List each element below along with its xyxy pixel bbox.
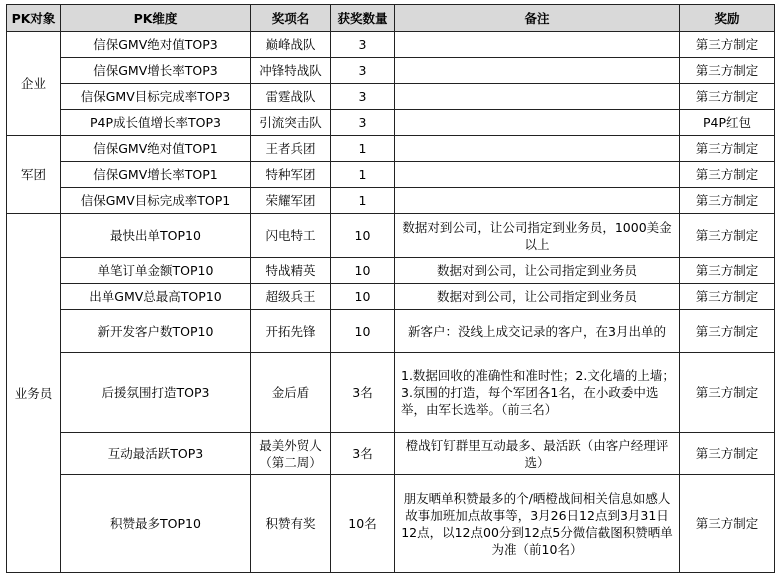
cell-reward: 第三方制定 <box>680 32 775 58</box>
cell-count: 3 <box>331 32 395 58</box>
table-row <box>7 433 775 475</box>
award-table-container <box>6 4 775 573</box>
cell-award: 王者兵团 <box>251 136 331 162</box>
cell-count: 3名 <box>331 353 395 433</box>
header-reward: 奖励 <box>680 5 775 32</box>
cell-dimension: 最快出单TOP10 <box>61 214 251 258</box>
cell-reward: P4P红包 <box>680 110 775 136</box>
cell-reward: 第三方制定 <box>680 162 775 188</box>
cell-count: 10 <box>331 284 395 310</box>
cell-award: 雷霆战队 <box>251 84 331 110</box>
cell-dimension: 积赞最多TOP10 <box>61 475 251 573</box>
cell-dimension: 信保GMV绝对值TOP1 <box>61 136 251 162</box>
cell-reward: 第三方制定 <box>680 284 775 310</box>
header-award-count: 获奖数量 <box>331 5 395 32</box>
cell-reward: 第三方制定 <box>680 84 775 110</box>
cell-count: 3 <box>331 84 395 110</box>
cell-dimension: 新开发客户数TOP10 <box>61 310 251 353</box>
cell-note <box>395 58 680 84</box>
cell-reward: 第三方制定 <box>680 310 775 353</box>
table-row <box>7 162 775 188</box>
cell-reward: 第三方制定 <box>680 136 775 162</box>
cell-dimension: 信保GMV目标完成率TOP3 <box>61 84 251 110</box>
cell-award: 引流突击队 <box>251 110 331 136</box>
header-pk-object: PK对象 <box>7 5 61 32</box>
cell-note <box>395 110 680 136</box>
cell-award: 特种军团 <box>251 162 331 188</box>
cell-dimension: 互动最活跃TOP3 <box>61 433 251 475</box>
group-object-salesperson: 业务员 <box>7 214 61 573</box>
cell-award: 开拓先锋 <box>251 310 331 353</box>
cell-award: 闪电特工 <box>251 214 331 258</box>
cell-dimension: 信保GMV目标完成率TOP1 <box>61 188 251 214</box>
cell-reward: 第三方制定 <box>680 475 775 573</box>
cell-dimension: 后援氛围打造TOP3 <box>61 353 251 433</box>
pk-award-table <box>6 4 775 573</box>
cell-note: 1.数据回收的准确性和准时性；2.文化墙的上墙；3.氛围的打造，每个军团各1名，在小政委中选举，由军长选举。（前三名） <box>395 353 680 433</box>
cell-note <box>395 84 680 110</box>
table-row <box>7 32 775 58</box>
group-object-enterprise: 企业 <box>7 32 61 136</box>
cell-award: 金后盾 <box>251 353 331 433</box>
table-row <box>7 475 775 573</box>
cell-dimension: 信保GMV绝对值TOP3 <box>61 32 251 58</box>
table-row <box>7 136 775 162</box>
cell-award: 荣耀军团 <box>251 188 331 214</box>
cell-count: 1 <box>331 188 395 214</box>
table-row <box>7 110 775 136</box>
cell-note <box>395 32 680 58</box>
group-object-legion: 军团 <box>7 136 61 214</box>
cell-dimension: 出单GMV总最高TOP10 <box>61 284 251 310</box>
cell-note: 数据对到公司，让公司指定到业务员 <box>395 258 680 284</box>
cell-reward: 第三方制定 <box>680 58 775 84</box>
cell-note: 新客户：没线上成交记录的客户，在3月出单的 <box>395 310 680 353</box>
table-row <box>7 58 775 84</box>
cell-count: 10 <box>331 310 395 353</box>
cell-count: 10名 <box>331 475 395 573</box>
cell-award: 冲锋特战队 <box>251 58 331 84</box>
cell-note: 橙战钉钉群里互动最多、最活跃（由客户经理评选） <box>395 433 680 475</box>
cell-note <box>395 188 680 214</box>
cell-dimension: 信保GMV增长率TOP3 <box>61 58 251 84</box>
table-row <box>7 84 775 110</box>
cell-award: 积赞有奖 <box>251 475 331 573</box>
table-row <box>7 310 775 353</box>
header-award-name: 奖项名 <box>251 5 331 32</box>
cell-count: 10 <box>331 258 395 284</box>
table-row <box>7 214 775 258</box>
cell-award: 最美外贸人（第二周） <box>251 433 331 475</box>
cell-note: 朋友晒单积赞最多的个/晒橙战间相关信息如感人故事加班加点故事等，3月26日12点到3月31日12点，以12点00分到12点5分微信截图积赞晒单为准（前10名） <box>395 475 680 573</box>
cell-note: 数据对到公司，让公司指定到业务员 <box>395 284 680 310</box>
cell-count: 10 <box>331 214 395 258</box>
cell-award: 巅峰战队 <box>251 32 331 58</box>
cell-reward: 第三方制定 <box>680 433 775 475</box>
table-row <box>7 284 775 310</box>
cell-note <box>395 162 680 188</box>
cell-count: 3 <box>331 110 395 136</box>
cell-count: 3名 <box>331 433 395 475</box>
cell-dimension: 信保GMV增长率TOP1 <box>61 162 251 188</box>
cell-dimension: 单笔订单金额TOP10 <box>61 258 251 284</box>
cell-reward: 第三方制定 <box>680 353 775 433</box>
table-row <box>7 258 775 284</box>
table-row <box>7 353 775 433</box>
cell-note: 数据对到公司，让公司指定到业务员，1000美金以上 <box>395 214 680 258</box>
cell-count: 1 <box>331 162 395 188</box>
cell-award: 超级兵王 <box>251 284 331 310</box>
table-row <box>7 188 775 214</box>
header-row <box>7 5 775 32</box>
cell-count: 3 <box>331 58 395 84</box>
cell-award: 特战精英 <box>251 258 331 284</box>
cell-reward: 第三方制定 <box>680 188 775 214</box>
header-note: 备注 <box>395 5 680 32</box>
cell-note <box>395 136 680 162</box>
cell-reward: 第三方制定 <box>680 258 775 284</box>
cell-dimension: P4P成长值增长率TOP3 <box>61 110 251 136</box>
cell-reward: 第三方制定 <box>680 214 775 258</box>
header-pk-dimension: PK维度 <box>61 5 251 32</box>
cell-count: 1 <box>331 136 395 162</box>
